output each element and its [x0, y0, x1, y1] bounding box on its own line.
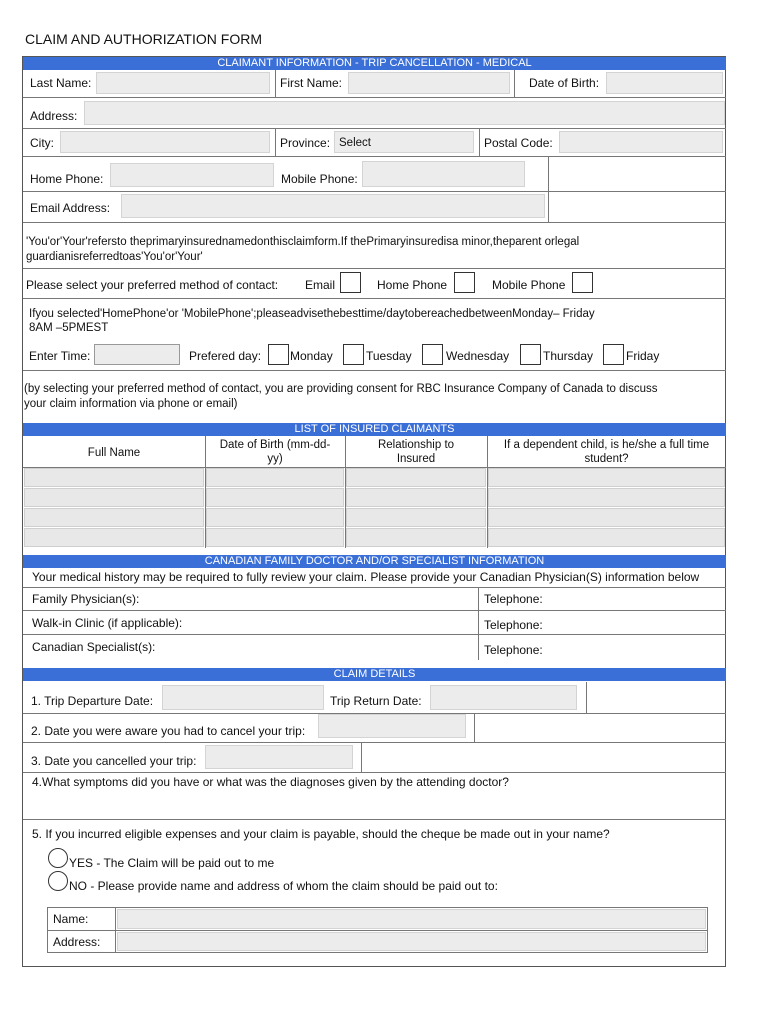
departure-date-label: 1. Trip Departure Date: — [31, 694, 154, 708]
thursday-label: Thursday — [543, 349, 594, 363]
cheque-question: 5. If you incurred eligible expenses and your claim is payable, should the cheque be made out in your name? — [32, 827, 610, 841]
friday-checkbox[interactable] — [603, 344, 624, 365]
divider — [275, 70, 276, 97]
specialist-label: Canadian Specialist(s): — [32, 640, 156, 654]
insured-relationship-input[interactable] — [346, 528, 486, 547]
insured-dob-input[interactable] — [206, 528, 344, 547]
you-note-line1: 'You'or'Your'refersto theprimaryinsurednamedonthisclaimform.If thePrimaryinsuredisa minor,theparent orlegal — [26, 236, 580, 248]
col-rel-line1: Relationship to — [377, 439, 455, 451]
divider — [23, 742, 726, 743]
insured-relationship-input[interactable] — [346, 468, 486, 487]
divider — [478, 587, 479, 660]
contact-email-checkbox[interactable] — [340, 272, 361, 293]
insured-name-input[interactable] — [24, 488, 204, 507]
province-select[interactable] — [334, 131, 474, 153]
claim-section-header: CLAIM DETAILS — [23, 668, 726, 681]
specialist-telephone-label: Telephone: — [484, 643, 543, 657]
wednesday-label: Wednesday — [446, 349, 510, 363]
postal-code-label: Postal Code: — [484, 136, 553, 150]
aware-date-label: 2. Date you were aware you had to cancel your trip: — [31, 724, 306, 738]
consent-line2: your claim information via phone or email) — [24, 398, 238, 410]
contact-email-label: Email — [305, 278, 336, 292]
col-relationship — [345, 438, 487, 466]
postal-code-input[interactable] — [559, 131, 723, 153]
tuesday-label: Tuesday — [366, 349, 412, 363]
no-radio[interactable] — [48, 871, 68, 891]
divider — [514, 70, 515, 97]
mobile-phone-label: Mobile Phone: — [281, 172, 358, 186]
preferred-day-label: Prefered day: — [189, 349, 262, 363]
divider — [23, 772, 726, 773]
dob-label: Date of Birth: — [529, 76, 600, 90]
contact-prompt: Please select your preferred method of contact: — [26, 278, 279, 292]
col-full-name: Full Name — [87, 447, 141, 459]
return-date-input[interactable] — [430, 685, 577, 710]
monday-checkbox[interactable] — [268, 344, 289, 365]
insured-relationship-input[interactable] — [346, 488, 486, 507]
insured-name-input[interactable] — [24, 468, 204, 487]
insured-student-input[interactable] — [488, 468, 725, 487]
divider — [23, 370, 726, 371]
col-dep-line2: student? — [584, 453, 629, 465]
address-label: Address: — [30, 109, 78, 123]
insured-dob-input[interactable] — [206, 488, 344, 507]
payee-address-input[interactable] — [117, 932, 706, 951]
divider — [23, 587, 726, 588]
divider — [548, 156, 549, 222]
city-label: City: — [30, 136, 54, 150]
time-note-line2: 8AM –5PMEST — [29, 322, 109, 334]
col-rel-line2: Insured — [396, 453, 436, 465]
doctor-section-header: CANADIAN FAMILY DOCTOR AND/OR SPECIALIST INFORMATION — [23, 555, 726, 568]
divider — [361, 742, 362, 772]
divider — [23, 191, 726, 192]
friday-label: Friday — [626, 349, 660, 363]
insured-section-header: LIST OF INSURED CLAIMANTS — [23, 423, 726, 436]
last-name-label: Last Name: — [30, 76, 92, 90]
divider — [479, 128, 480, 156]
col-dob-line1: Date of Birth (mm-dd- — [219, 439, 331, 451]
enter-time-label: Enter Time: — [29, 349, 91, 363]
doctor-intro: Your medical history may be required to fully review your claim. Please provide your Canadian Physician(S) information below — [32, 570, 700, 584]
divider — [23, 128, 726, 129]
contact-mobile-checkbox[interactable] — [572, 272, 593, 293]
col-dob-line2: yy) — [267, 453, 283, 465]
contact-home-checkbox[interactable] — [454, 272, 475, 293]
payee-name-input[interactable] — [117, 909, 706, 929]
payee-address-label: Address: — [53, 935, 101, 949]
insured-name-input[interactable] — [24, 508, 204, 527]
wednesday-checkbox[interactable] — [422, 344, 443, 365]
divider — [586, 682, 587, 713]
col-dob — [205, 438, 345, 466]
divider — [47, 930, 708, 931]
tuesday-checkbox[interactable] — [343, 344, 364, 365]
address-input[interactable] — [84, 101, 725, 125]
no-label: NO - Please provide name and address of whom the claim should be paid out to: — [69, 879, 498, 893]
cancelled-date-input[interactable] — [205, 745, 353, 769]
return-date-label: Trip Return Date: — [330, 694, 422, 708]
walkin-telephone-label: Telephone: — [484, 618, 543, 632]
cancelled-date-label: 3. Date you cancelled your trip: — [31, 754, 197, 768]
province-select-value: Select — [339, 137, 371, 149]
consent-line1: (by selecting your preferred method of contact, you are providing consent for RBC Insurance Company of Canada to discuss — [24, 383, 658, 395]
divider — [23, 97, 726, 98]
divider — [23, 222, 726, 223]
insured-dob-input[interactable] — [206, 508, 344, 527]
insured-student-input[interactable] — [488, 508, 725, 527]
family-telephone-label: Telephone: — [484, 592, 543, 606]
province-label: Province: — [280, 136, 331, 150]
dob-input[interactable] — [606, 72, 723, 94]
divider — [275, 128, 276, 156]
last-name-input[interactable] — [96, 72, 270, 94]
mobile-phone-input[interactable] — [362, 161, 525, 187]
contact-mobile-label: Mobile Phone — [492, 278, 566, 292]
col-dep-line1: If a dependent child, is he/she a full time — [503, 439, 710, 451]
monday-label: Monday — [290, 349, 333, 363]
divider — [23, 610, 726, 611]
insured-student-input[interactable] — [488, 528, 725, 547]
payee-name-label: Name: — [53, 912, 89, 926]
yes-radio[interactable] — [48, 848, 68, 868]
home-phone-input[interactable] — [110, 163, 274, 187]
divider — [23, 634, 726, 635]
you-note-line2: guardianisreferredtoas'You'or'Your' — [26, 251, 203, 263]
first-name-input[interactable] — [348, 72, 510, 94]
walkin-clinic-label: Walk-in Clinic (if applicable): — [32, 616, 183, 630]
insured-relationship-input[interactable] — [346, 508, 486, 527]
insured-student-input[interactable] — [488, 488, 725, 507]
form-title: CLAIM AND AUTHORIZATION FORM — [25, 31, 262, 47]
email-input[interactable] — [121, 194, 545, 218]
insured-dob-input[interactable] — [206, 468, 344, 487]
divider — [23, 156, 726, 157]
first-name-label: First Name: — [280, 76, 343, 90]
contact-home-label: Home Phone — [377, 278, 448, 292]
thursday-checkbox[interactable] — [520, 344, 541, 365]
symptoms-label: 4.What symptoms did you have or what was the diagnoses given by the attending doctor? — [32, 775, 509, 789]
time-note-line1: Ifyou selected'HomePhone'or 'MobilePhone';pleaseadvisethebesttime/daytobereachedbetweenMonday– Friday — [29, 308, 595, 320]
insured-name-input[interactable] — [24, 528, 204, 547]
col-dependent — [487, 438, 726, 466]
family-physician-label: Family Physician(s): — [32, 592, 140, 606]
home-phone-label: Home Phone: — [30, 172, 104, 186]
city-input[interactable] — [60, 131, 270, 153]
enter-time-input[interactable] — [94, 344, 180, 365]
departure-date-input[interactable] — [162, 685, 324, 710]
claimant-section-header: CLAIMANT INFORMATION - TRIP CANCELLATION - MEDICAL — [23, 57, 726, 70]
email-label: Email Address: — [30, 201, 111, 215]
symptoms-input[interactable] — [24, 790, 725, 818]
divider — [23, 819, 726, 820]
aware-date-input[interactable] — [318, 714, 466, 738]
divider — [474, 713, 475, 742]
yes-label: YES - The Claim will be paid out to me — [69, 856, 275, 870]
divider — [23, 298, 726, 299]
divider — [23, 268, 726, 269]
